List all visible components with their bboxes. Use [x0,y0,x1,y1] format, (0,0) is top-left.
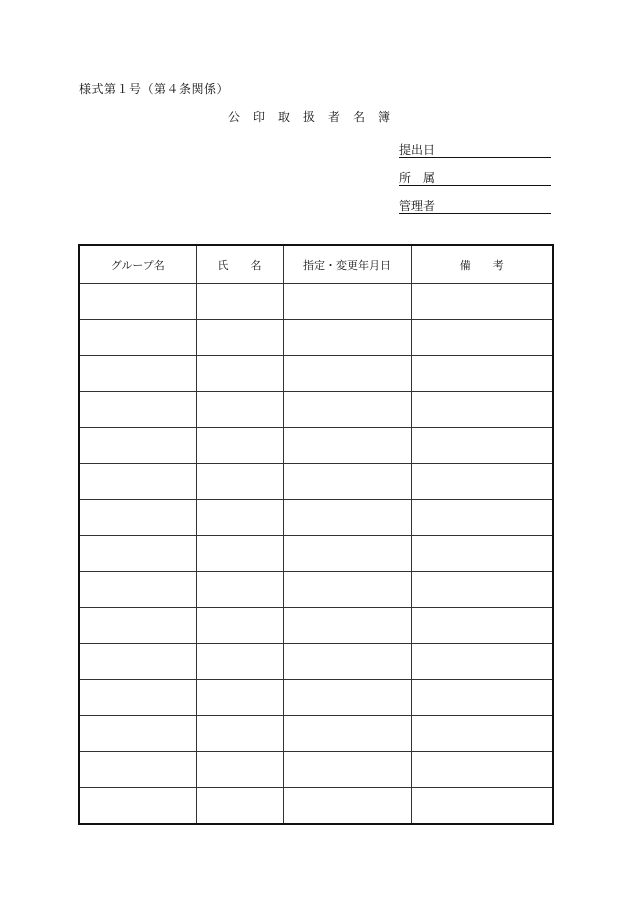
designation-date-cell[interactable] [283,428,411,464]
header-remarks: 備 考 [411,245,553,284]
table-row [79,644,553,680]
table-row [79,572,553,608]
remarks-cell[interactable] [411,356,553,392]
name-cell[interactable] [196,320,283,356]
table-row [79,320,553,356]
remarks-cell[interactable] [411,680,553,716]
designation-date-cell[interactable] [283,284,411,320]
manager-field[interactable] [399,199,551,214]
table-row [79,788,553,825]
header-group-name: グループ名 [79,245,196,284]
group-name-cell[interactable] [79,392,196,428]
table-row [79,392,553,428]
group-name-cell[interactable] [79,428,196,464]
group-name-cell[interactable] [79,464,196,500]
table-row [79,752,553,788]
remarks-cell[interactable] [411,608,553,644]
submission-date-field[interactable] [399,143,551,158]
table-row [79,500,553,536]
remarks-cell[interactable] [411,392,553,428]
name-cell[interactable] [196,572,283,608]
group-name-cell[interactable] [79,680,196,716]
table-row [79,716,553,752]
name-cell[interactable] [196,464,283,500]
group-name-cell[interactable] [79,644,196,680]
header-designation-date: 指定・変更年月日 [283,245,411,284]
name-cell[interactable] [196,356,283,392]
remarks-cell[interactable] [411,320,553,356]
table-row [79,536,553,572]
remarks-cell[interactable] [411,716,553,752]
name-cell[interactable] [196,680,283,716]
name-cell[interactable] [196,284,283,320]
name-cell[interactable] [196,608,283,644]
remarks-cell[interactable] [411,536,553,572]
affiliation-field[interactable] [399,171,551,186]
group-name-cell[interactable] [79,608,196,644]
remarks-cell[interactable] [411,284,553,320]
name-cell[interactable] [196,716,283,752]
designation-date-cell[interactable] [283,752,411,788]
designation-date-cell[interactable] [283,356,411,392]
group-name-cell[interactable] [79,716,196,752]
group-name-cell[interactable] [79,356,196,392]
name-cell[interactable] [196,788,283,825]
name-cell[interactable] [196,752,283,788]
designation-date-cell[interactable] [283,608,411,644]
designation-date-cell[interactable] [283,716,411,752]
remarks-cell[interactable] [411,572,553,608]
submission-date-label: 提出日 [399,143,436,157]
designation-date-cell[interactable] [283,500,411,536]
group-name-cell[interactable] [79,788,196,825]
table-row [79,464,553,500]
table-row [79,356,553,392]
document-title: 公印取扱者名簿 [228,110,404,124]
remarks-cell[interactable] [411,788,553,825]
designation-date-cell[interactable] [283,680,411,716]
group-name-cell[interactable] [79,572,196,608]
group-name-cell[interactable] [79,752,196,788]
name-cell[interactable] [196,644,283,680]
affiliation-label: 所 属 [399,171,436,185]
designation-date-cell[interactable] [283,464,411,500]
designation-date-cell[interactable] [283,320,411,356]
form-number: 様式第１号（第４条関係） [79,82,230,96]
designation-date-cell[interactable] [283,572,411,608]
name-cell[interactable] [196,500,283,536]
table-row [79,680,553,716]
table-header-row [79,245,553,284]
table-row [79,284,553,320]
register-table [78,244,554,825]
remarks-cell[interactable] [411,644,553,680]
group-name-cell[interactable] [79,500,196,536]
remarks-cell[interactable] [411,752,553,788]
designation-date-cell[interactable] [283,644,411,680]
remarks-cell[interactable] [411,464,553,500]
designation-date-cell[interactable] [283,788,411,825]
name-cell[interactable] [196,428,283,464]
group-name-cell[interactable] [79,536,196,572]
manager-label: 管理者 [399,199,436,213]
group-name-cell[interactable] [79,320,196,356]
group-name-cell[interactable] [79,284,196,320]
table-row [79,428,553,464]
table-row [79,608,553,644]
designation-date-cell[interactable] [283,392,411,428]
name-cell[interactable] [196,536,283,572]
header-name: 氏 名 [196,245,283,284]
designation-date-cell[interactable] [283,536,411,572]
remarks-cell[interactable] [411,428,553,464]
name-cell[interactable] [196,392,283,428]
remarks-cell[interactable] [411,500,553,536]
